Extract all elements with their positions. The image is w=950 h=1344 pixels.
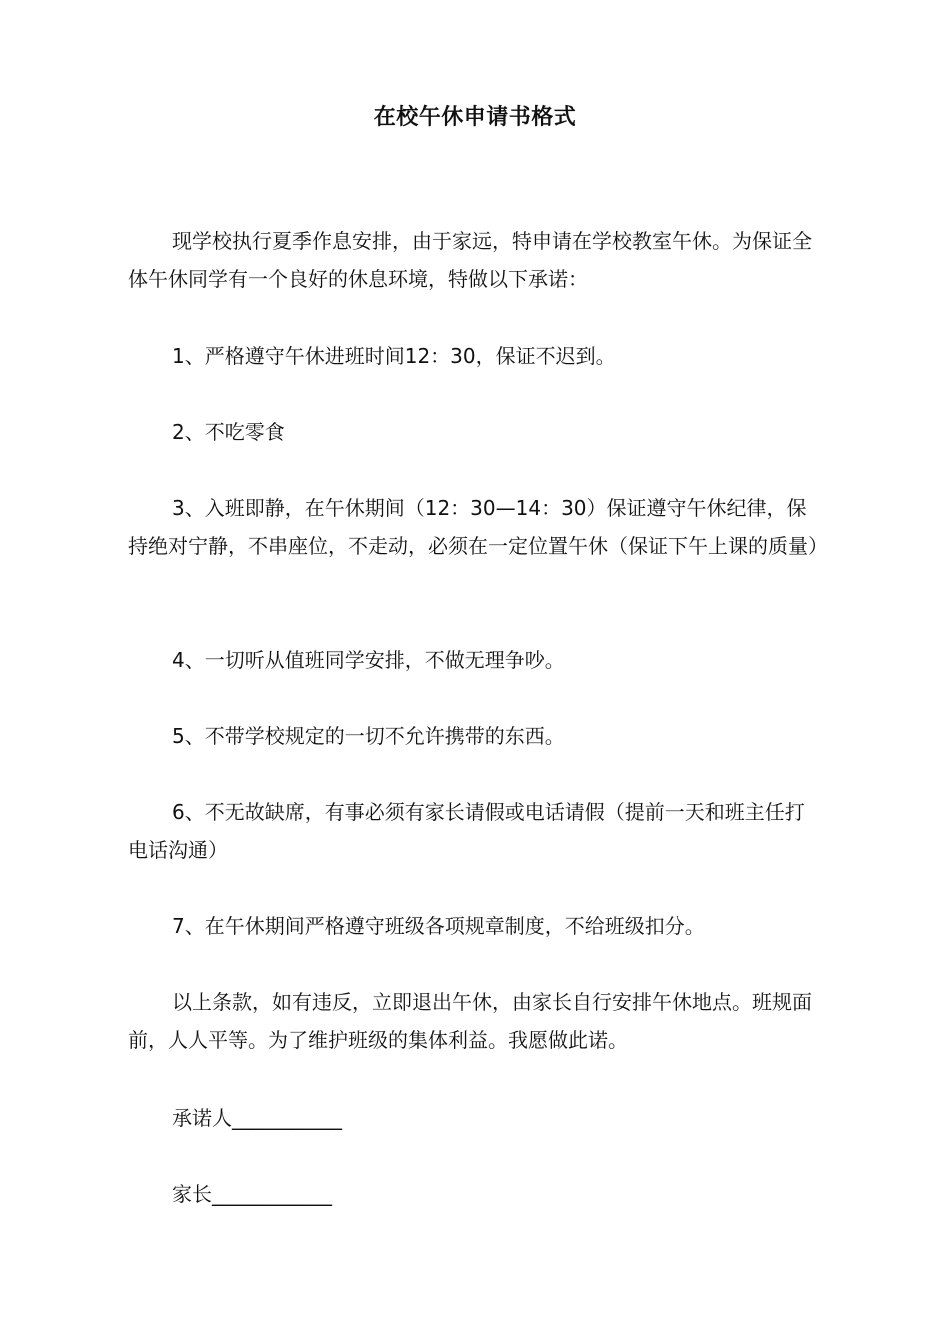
- promiser-signature-line: 承诺人___________: [172, 1106, 342, 1130]
- intro-paragraph: 现学校执行夏季作息安排，由于家远，特申请在学校教室午休。为保证全体午休同学有一个良好的休息环境，特做以下承诺：: [128, 229, 812, 291]
- closing-paragraph: 以上条款，如有违反，立即退出午休，由家长自行安排午休地点。班规面前，人人平等。为了维护班级的集体利益。我愿做此诺。: [128, 990, 812, 1052]
- item-3: 3、入班即静，在午休期间（12：30—14：30）保证遵守午休纪律，保持绝对宁静，不串座位，不走动，必须在一定位置午休（保证下午上课的质量）: [128, 496, 828, 558]
- parent-signature-line: 家长____________: [172, 1182, 332, 1206]
- item-5: 5、不带学校规定的一切不允许携带的东西。: [172, 724, 565, 748]
- item-4: 4、一切听从值班同学安排，不做无理争吵。: [172, 648, 565, 672]
- document-title: 在校午休申请书格式: [373, 105, 577, 130]
- item-2: 2、不吃零食: [172, 420, 285, 444]
- item-7: 7、在午休期间严格遵守班级各项规章制度，不给班级扣分。: [172, 914, 705, 938]
- item-1: 1、严格遵守午休进班时间12：30，保证不迟到。: [172, 344, 616, 368]
- item-6: 6、不无故缺席，有事必须有家长请假或电话请假（提前一天和班主任打电话沟通）: [128, 800, 805, 862]
